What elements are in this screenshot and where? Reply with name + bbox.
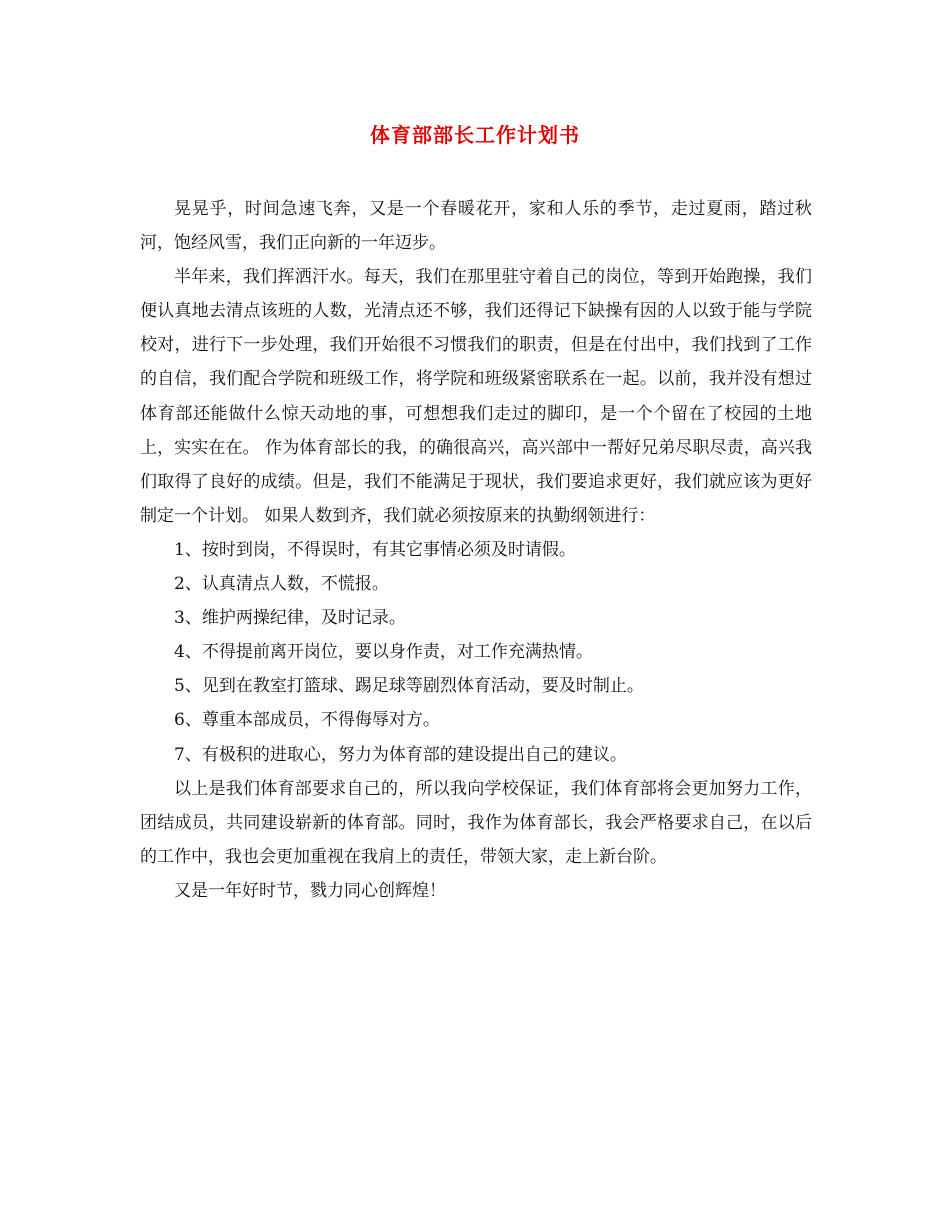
rule-item-4: 4、不得提前离开岗位，要以身作责，对工作充满热情。 (174, 642, 593, 663)
document-title: 体育部部长工作计划书 (370, 123, 580, 147)
rule-item-5: 5、见到在教室打篮球、踢足球等剧烈体育活动，要及时制止。 (174, 676, 644, 697)
paragraph-commitment: 以上是我们体育部要求自己的，所以我向学校保证，我们体育部将会更加努力工作，团结成员，共同建设崭新的体育部。同时，我作为体育部长，我会严格要求自己，在以后的工作中，我也会更加重视在我肩上的责任，带领大家，走上新台阶。 (140, 778, 812, 867)
paragraph-closing: 又是一年好时节，戮力同心创辉煌！ (174, 880, 446, 901)
rule-item-7: 7、有极积的进取心，努力为体育部的建设提出自己的建议。 (174, 744, 627, 765)
rule-item-6: 6、尊重本部成员，不得侮辱对方。 (174, 710, 440, 731)
rule-item-3: 3、维护两操纪律，及时记录。 (174, 608, 406, 629)
document-body (140, 192, 812, 908)
rule-item-2: 2、认真清点人数，不慌报。 (174, 574, 389, 595)
rule-item-1: 1、按时到岗，不得误时，有其它事情必须及时请假。 (174, 539, 576, 560)
paragraph-review: 半年来，我们挥洒汗水。每天，我们在那里驻守着自己的岗位，等到开始跑操，我们便认真地去清点该班的人数，光清点还不够，我们还得记下缺操有因的人以致于能与学院校对，进行下一步处理，我们开始很不习惯我们的职责，但是在付出中，我们找到了工作的自信，我们配合学院和班级工作，将学院和班级紧密联系在一起。以前，我并没有想过体育部还能做什么惊天动地的事，可想想我们走过的脚印，是一个个留在了校园的土地上，实实在在。 作为体育部长的我，的确很高兴，高兴部中一帮好兄弟尽职尽责，高兴我们取得了良好的成绩。但是，我们不能满足于现状，我们要追求更好，我们就应该为更好制定一个计划。 如果人数到齐，我们就必须按原来的执勤纲领进行： (140, 267, 812, 526)
paragraph-intro: 晃晃乎，时间急速飞奔，又是一个春暖花开，家和人乐的季节，走过夏雨，踏过秋河，饱经风雪，我们正向新的一年迈步。 (140, 199, 812, 254)
